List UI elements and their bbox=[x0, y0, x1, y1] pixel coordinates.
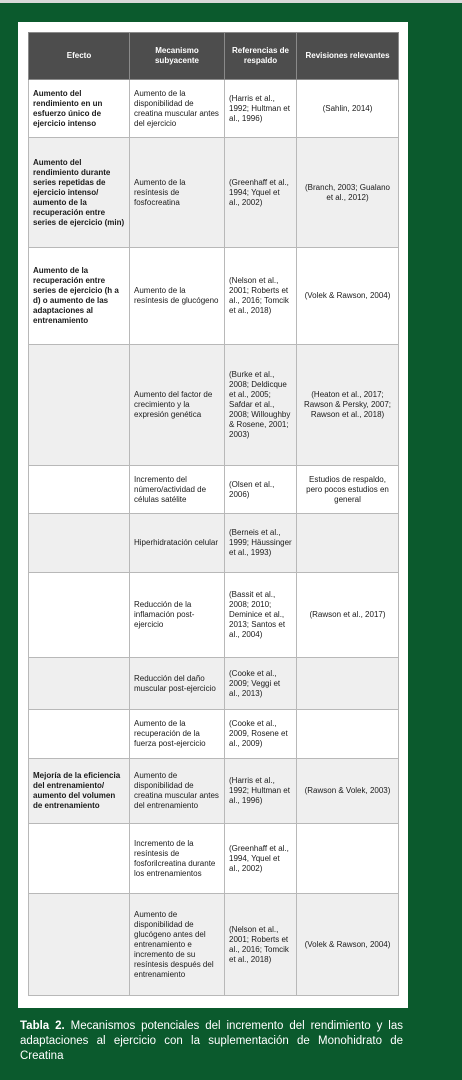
effect-cell bbox=[29, 466, 130, 514]
table-row bbox=[29, 345, 399, 466]
effect-cell: Aumento del rendimiento en un esfuerzo único de ejercicio intenso bbox=[29, 80, 130, 138]
references-cell: (Burke et al., 2008; Deldicque et al., 2005; Safdar et al., 2008; Willoughby & Rosene, 2001; 2003) bbox=[225, 345, 297, 466]
header-effect: Efecto bbox=[29, 33, 130, 80]
caption-label: Tabla 2. bbox=[20, 1020, 65, 1032]
reviews-cell bbox=[297, 514, 399, 573]
effect-cell bbox=[29, 710, 130, 759]
header-reviews: Revisiones relevantes bbox=[297, 33, 399, 80]
table-row bbox=[29, 894, 399, 996]
references-cell: (Cooke et al., 2009; Veggi et al., 2013) bbox=[225, 658, 297, 710]
references-cell: (Harris et al., 1992; Hultman et al., 1996) bbox=[225, 759, 297, 824]
caption-text: Mecanismos potenciales del incremento del rendimiento y las adaptaciones al ejercicio con la suplementación de Monohidrato de Creatina bbox=[20, 1020, 403, 1062]
effect-cell bbox=[29, 573, 130, 658]
header-mechanism: Mecanismo subyacente bbox=[130, 33, 225, 80]
header-references: Referencias de respaldo bbox=[225, 33, 297, 80]
table-row bbox=[29, 759, 399, 824]
mechanism-cell: Aumento de la resíntesis de fosfocreatina bbox=[130, 138, 225, 248]
top-divider bbox=[0, 0, 462, 3]
mechanism-cell: Hiperhidratación celular bbox=[130, 514, 225, 573]
reviews-cell bbox=[297, 710, 399, 759]
table-row bbox=[29, 710, 399, 759]
effect-cell bbox=[29, 345, 130, 466]
mechanism-cell: Incremento de la resíntesis de fosforilcreatina durante los entrenamientos bbox=[130, 824, 225, 894]
reviews-cell bbox=[297, 658, 399, 710]
references-cell: (Olsen et al., 2006) bbox=[225, 466, 297, 514]
table-row bbox=[29, 514, 399, 573]
table-caption bbox=[20, 1019, 403, 1064]
effect-cell bbox=[29, 824, 130, 894]
mechanism-cell: Aumento del factor de crecimiento y la expresión genética bbox=[130, 345, 225, 466]
mechanism-cell: Aumento de disponibilidad de creatina muscular antes del entrenamiento bbox=[130, 759, 225, 824]
effect-cell: Mejoría de la eficiencia del entrenamiento/ aumento del volumen de entrenamiento bbox=[29, 759, 130, 824]
references-cell: (Berneis et al., 1999; Häussinger et al., 1993) bbox=[225, 514, 297, 573]
effect-cell bbox=[29, 514, 130, 573]
mechanism-cell: Aumento de la resíntesis de glucógeno bbox=[130, 248, 225, 345]
effect-cell: Aumento de la recuperación entre series de ejercicio (h a d) o aumento de las adaptaciones al entrenamiento bbox=[29, 248, 130, 345]
references-cell: (Bassit et al., 2008; 2010; Deminice et al., 2013; Santos et al., 2004) bbox=[225, 573, 297, 658]
mechanism-cell: Aumento de la disponibilidad de creatina muscular antes del ejercicio bbox=[130, 80, 225, 138]
mechanisms-table bbox=[28, 32, 399, 996]
table-row bbox=[29, 80, 399, 138]
table-panel bbox=[18, 22, 408, 1008]
table-row bbox=[29, 573, 399, 658]
references-cell: (Greenhaff et al., 1994, Yquel et al., 2002) bbox=[225, 824, 297, 894]
reviews-cell: Estudios de respaldo, pero pocos estudios en general bbox=[297, 466, 399, 514]
table-row bbox=[29, 658, 399, 710]
reviews-cell: (Volek & Rawson, 2004) bbox=[297, 248, 399, 345]
reviews-cell: (Heaton et al., 2017; Rawson & Persky, 2007; Rawson et al., 2018) bbox=[297, 345, 399, 466]
reviews-cell bbox=[297, 824, 399, 894]
references-cell: (Nelson et al., 2001; Roberts et al., 2016; Tomcik et al., 2018) bbox=[225, 894, 297, 996]
reviews-cell: (Branch, 2003; Gualano et al., 2012) bbox=[297, 138, 399, 248]
table-row bbox=[29, 466, 399, 514]
table-row bbox=[29, 248, 399, 345]
table-body bbox=[29, 80, 399, 996]
table-row bbox=[29, 138, 399, 248]
mechanism-cell: Reducción del daño muscular post-ejercicio bbox=[130, 658, 225, 710]
reviews-cell: (Sahlin, 2014) bbox=[297, 80, 399, 138]
references-cell: (Cooke et al., 2009, Rosene et al., 2009) bbox=[225, 710, 297, 759]
references-cell: (Harris et al., 1992; Hultman et al., 1996) bbox=[225, 80, 297, 138]
effect-cell bbox=[29, 658, 130, 710]
effect-cell bbox=[29, 894, 130, 996]
table-header-row bbox=[29, 33, 399, 80]
reviews-cell: (Rawson & Volek, 2003) bbox=[297, 759, 399, 824]
mechanism-cell: Incremento del número/actividad de células satélite bbox=[130, 466, 225, 514]
table-row bbox=[29, 824, 399, 894]
effect-cell: Aumento del rendimiento durante series repetidas de ejercicio intenso/ aumento de la recuperación entre series de ejercicio (min) bbox=[29, 138, 130, 248]
references-cell: (Nelson et al., 2001; Roberts et al., 2016; Tomcik et al., 2018) bbox=[225, 248, 297, 345]
references-cell: (Greenhaff et al., 1994; Yquel et al., 2002) bbox=[225, 138, 297, 248]
reviews-cell: (Volek & Rawson, 2004) bbox=[297, 894, 399, 996]
mechanism-cell: Aumento de disponibilidad de glucógeno antes del entrenamiento e incremento de su resíntesis después del entrenamiento bbox=[130, 894, 225, 996]
reviews-cell: (Rawson et al., 2017) bbox=[297, 573, 399, 658]
mechanism-cell: Aumento de la recuperación de la fuerza post-ejercicio bbox=[130, 710, 225, 759]
mechanism-cell: Reducción de la inflamación post-ejercicio bbox=[130, 573, 225, 658]
